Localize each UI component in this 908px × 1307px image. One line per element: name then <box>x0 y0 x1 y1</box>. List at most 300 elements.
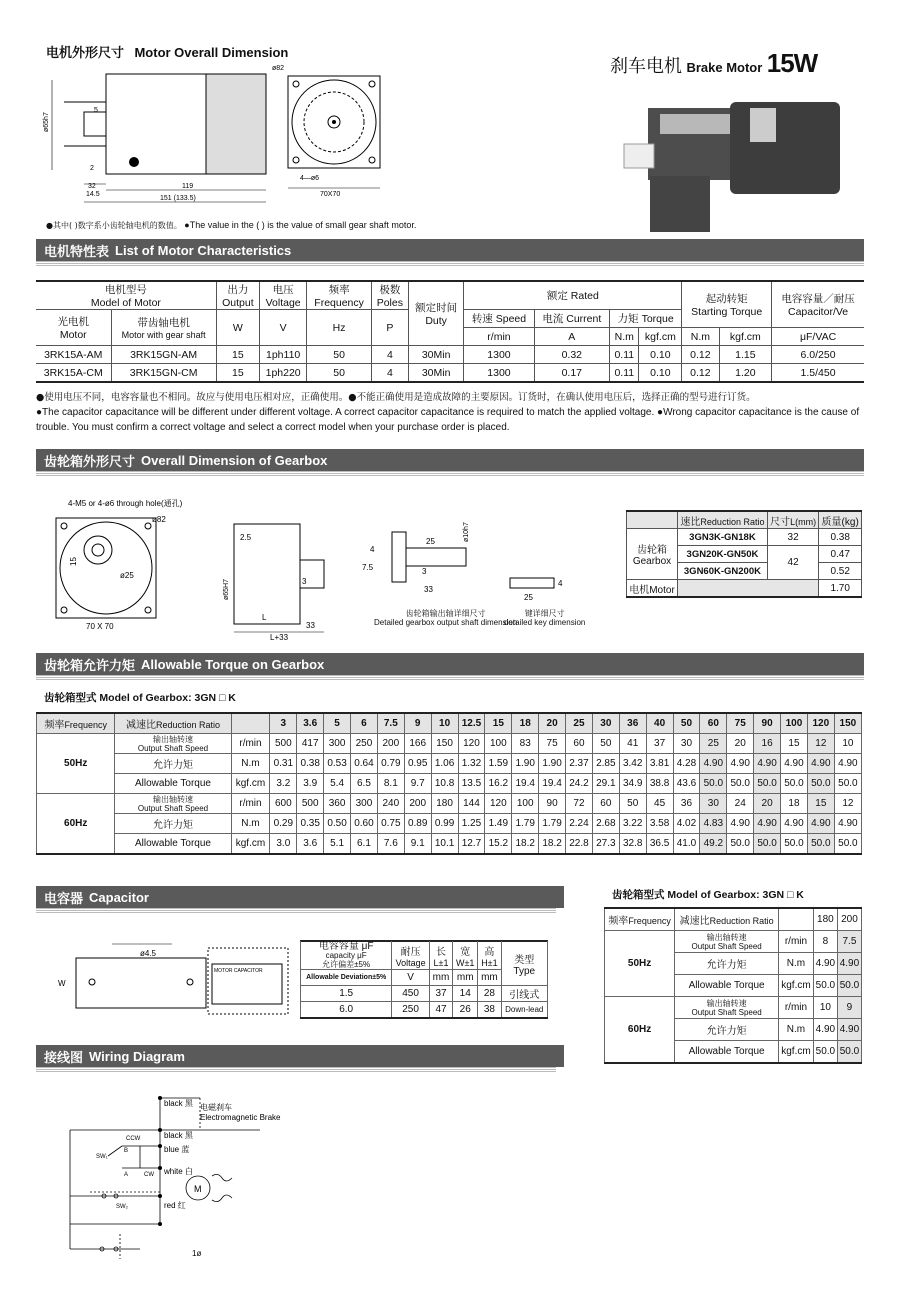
table-cell: 50.0 <box>727 834 754 855</box>
table-cell: 12 <box>834 794 861 814</box>
table-cell: 24.2 <box>566 774 593 794</box>
ratio-header: 10 <box>431 713 458 734</box>
table-row <box>36 346 864 364</box>
dim-label: ø65H7 <box>223 578 230 600</box>
table-cell: 0.29 <box>270 814 297 834</box>
row-label: Allowable Torque <box>675 1041 779 1064</box>
table-cell: 0.52 <box>819 563 862 580</box>
unit: N.m <box>779 1019 814 1041</box>
table-cell: 4.90 <box>754 814 781 834</box>
table-cell: 50.0 <box>781 834 808 855</box>
unit: r/min <box>464 328 534 346</box>
table-cell: 4.02 <box>673 814 700 834</box>
table-cell: 1.49 <box>485 814 512 834</box>
table-cell: 12.7 <box>458 834 485 855</box>
table-cell: 240 <box>377 794 404 814</box>
table-cell: 50.0 <box>837 975 861 997</box>
table-row <box>301 1002 548 1019</box>
table-cell: 0.79 <box>377 754 404 774</box>
wire-label: CW <box>144 1172 154 1178</box>
divider <box>36 471 864 477</box>
table-cell: 75 <box>539 734 566 754</box>
section-characteristics: 电机特性表 List of Motor Characteristics <box>36 239 864 261</box>
table-cell: 8.1 <box>377 774 404 794</box>
table-cell: 4.90 <box>834 814 861 834</box>
dim-label: 119 <box>182 183 194 190</box>
unit: V <box>259 310 306 346</box>
dim-label: 33 <box>306 621 315 630</box>
table-cell: 50.0 <box>807 834 834 855</box>
wire-label: SW₁ <box>96 1154 108 1160</box>
table-cell: 50.0 <box>813 975 837 997</box>
table-row <box>37 734 862 754</box>
table-cell: 50 <box>592 734 619 754</box>
table-cell: 0.12 <box>682 346 719 364</box>
table-cell: 0.12 <box>682 364 719 383</box>
unit: kgf.cm <box>231 834 270 855</box>
ratio-header: 120 <box>807 713 834 734</box>
unit: mm <box>453 970 478 986</box>
table-row <box>37 814 862 834</box>
table-cell: 8 <box>813 931 837 953</box>
th-ratio: 减速比Reduction Ratio <box>115 713 231 734</box>
table-cell: 50.0 <box>781 774 808 794</box>
th-current: 电流 Current <box>534 310 610 328</box>
th-starting-torque: 起动转矩 Starting Torque <box>682 281 772 328</box>
table-cell: 3GN60K-GN200K <box>678 563 768 580</box>
table-cell: 50.0 <box>834 834 861 855</box>
th-tolerance: Allowable Deviation±5% <box>301 970 392 986</box>
table-row <box>36 364 864 383</box>
ratio-header: 20 <box>539 713 566 734</box>
table-cell: 19.4 <box>539 774 566 794</box>
th-width: 宽 W±1 <box>453 941 478 970</box>
dim-label: 14.5 <box>86 191 100 198</box>
wire-label: M <box>194 1184 202 1194</box>
table-cell: 0.47 <box>819 546 862 563</box>
wire-label: 1ø <box>192 1249 202 1258</box>
unit: r/min <box>231 794 270 814</box>
table-cell: 50 <box>307 364 372 383</box>
dim-label: 3 <box>302 577 307 586</box>
dim-label: 151 (133.5) <box>160 195 196 202</box>
table-cell: 6.0 <box>301 1002 392 1019</box>
dim-label: ø82 <box>272 65 285 72</box>
ratio-header: 40 <box>646 713 673 734</box>
table-row <box>37 794 862 814</box>
table-cell: 100 <box>485 734 512 754</box>
table-cell: 38.8 <box>646 774 673 794</box>
dim-label: 4 <box>370 545 375 554</box>
dim-label: 7.5 <box>362 563 374 572</box>
table-cell: 50.0 <box>837 1041 861 1064</box>
table-cell: 37 <box>429 986 452 1002</box>
table-cell: 200 <box>404 794 431 814</box>
divider <box>36 675 864 681</box>
table-cell: 0.32 <box>534 346 610 364</box>
dim-label: L <box>262 613 267 622</box>
table-cell: 100 <box>512 794 539 814</box>
table-cell: 15 <box>807 794 834 814</box>
gearbox-side-drawing <box>214 510 334 642</box>
ratio-header: 180 <box>813 908 837 931</box>
dim-label: 70X70 <box>320 191 341 198</box>
ratio-header: 15 <box>485 713 512 734</box>
table-cell: 12 <box>807 734 834 754</box>
th-voltage: 电压 Voltage <box>259 281 306 310</box>
dim-label: 32 <box>88 183 96 190</box>
table-cell: 4.90 <box>727 814 754 834</box>
table-cell: 500 <box>297 794 324 814</box>
table-row <box>605 908 862 931</box>
table-cell: 0.11 <box>610 364 639 383</box>
wire-label: CCW <box>126 1136 141 1142</box>
dim-label: ø82 <box>152 515 166 524</box>
table-row <box>37 774 862 794</box>
table-cell: 1.25 <box>458 814 485 834</box>
table-row <box>301 986 548 1002</box>
ratio-header: 7.5 <box>377 713 404 734</box>
ratio-header: 9 <box>404 713 431 734</box>
ratio-header: 5 <box>324 713 351 734</box>
ratio-header: 25 <box>566 713 593 734</box>
ratio-header: 75 <box>727 713 754 734</box>
table-cell: 2.37 <box>566 754 593 774</box>
table-cell: 27.3 <box>592 834 619 855</box>
table-cell: 1.32 <box>458 754 485 774</box>
dim-label: 4 <box>558 579 563 588</box>
th-unit <box>231 713 270 734</box>
dim-label: 70 X 70 <box>86 622 114 631</box>
table-row <box>37 754 862 774</box>
table-cell: 4.90 <box>727 754 754 774</box>
table-cell: 4.90 <box>807 754 834 774</box>
table-cell: 50.0 <box>834 774 861 794</box>
table-cell: 5.4 <box>324 774 351 794</box>
th-length: 尺寸L(mm) <box>767 511 818 529</box>
table-cell: 47 <box>429 1002 452 1019</box>
motor-label: 电机Motor <box>627 580 678 598</box>
table-cell: 24 <box>727 794 754 814</box>
th-type: 类型 Type <box>501 941 547 986</box>
frequency-label: 50Hz <box>37 734 115 794</box>
dim-label: 2.5 <box>240 533 252 542</box>
table-cell: 50 <box>307 346 372 364</box>
table-cell: 32 <box>767 529 818 546</box>
table-cell: 4.90 <box>781 754 808 774</box>
table-cell: 15 <box>216 346 259 364</box>
wire-label: 电磁刹车 <box>200 1103 232 1112</box>
th-rated: 额定 Rated <box>464 281 682 310</box>
wire-label: white 白 <box>164 1167 193 1176</box>
dim-label: 5 <box>94 107 98 114</box>
table-cell: 1.15 <box>719 346 772 364</box>
table-cell: 4 <box>371 346 408 364</box>
section-gearbox-dim: 齿轮箱外形尺寸 Overall Dimension of Gearbox <box>36 449 864 471</box>
row-label: 输出轴转速 Output Shaft Speed <box>115 734 231 754</box>
wire-label: blue 蓝 <box>164 1145 190 1154</box>
section-capacitor: 电容器 Capacitor <box>36 886 564 908</box>
table-cell: 19.4 <box>512 774 539 794</box>
table-cell: 4.90 <box>754 754 781 774</box>
table-cell: 50.0 <box>700 774 727 794</box>
table-cell: 16.2 <box>485 774 512 794</box>
title-en: Brake Motor <box>686 60 763 75</box>
ratio-header: 60 <box>700 713 727 734</box>
ratio-header: 3.6 <box>297 713 324 734</box>
table-cell: 3.42 <box>619 754 646 774</box>
table-cell: 30 <box>700 794 727 814</box>
th-weight: 质量(kg) <box>819 511 862 529</box>
th-unit <box>779 908 814 931</box>
divider <box>36 261 864 267</box>
dim-label: L+33 <box>270 633 289 642</box>
table-cell: 3.58 <box>646 814 673 834</box>
table-cell: 250 <box>392 1002 430 1019</box>
ratio-header: 200 <box>837 908 861 931</box>
unit: kgf.cm <box>779 975 814 997</box>
table-cell: 0.31 <box>270 754 297 774</box>
ratio-header: 12.5 <box>458 713 485 734</box>
table-cell: 6.0/250 <box>772 346 864 364</box>
table-cell: 2.85 <box>592 754 619 774</box>
unit: kgf.cm <box>639 328 682 346</box>
wiring-diagram <box>60 1084 300 1259</box>
table-cell: Down-lead <box>501 1002 547 1019</box>
unit: N.m <box>231 814 270 834</box>
table-cell: 3GN20K-GN50K <box>678 546 768 563</box>
table-cell: 9.1 <box>404 834 431 855</box>
table-cell: 30 <box>673 734 700 754</box>
unit: r/min <box>231 734 270 754</box>
table-cell: 26 <box>453 1002 478 1019</box>
dim-label: ø65h7 <box>43 112 50 132</box>
table-cell: 7.5 <box>837 931 861 953</box>
motor-dim-note: ●其中( )数字系小齿轮轴电机的数值。 ●The value in the ( ) is the value of small gear shaft motor. <box>46 220 417 230</box>
table-cell: 0.75 <box>377 814 404 834</box>
dim-label: 25 <box>524 593 533 602</box>
th-frequency: 频率 Frequency <box>307 281 372 310</box>
dim-label: 33 <box>424 585 433 594</box>
table-cell: 0.17 <box>534 364 610 383</box>
table-cell: 9.7 <box>404 774 431 794</box>
table-cell: 49.2 <box>700 834 727 855</box>
section-torque: 齿轮箱允许力矩 Allowable Torque on Gearbox <box>36 653 864 675</box>
table-cell: 29.1 <box>592 774 619 794</box>
table-cell: 0.89 <box>404 814 431 834</box>
table-cell: 5.1 <box>324 834 351 855</box>
table-cell: 60 <box>592 794 619 814</box>
unit: r/min <box>779 931 814 953</box>
title-power: 15W <box>766 48 818 78</box>
table-cell: 72 <box>566 794 593 814</box>
motor-characteristics-table <box>36 280 864 383</box>
table-cell: 3.9 <box>297 774 324 794</box>
table-cell: 7.6 <box>377 834 404 855</box>
torque-table-high-ratio <box>604 907 862 1064</box>
dim-label: 25 <box>426 537 435 546</box>
table-cell: 41 <box>619 734 646 754</box>
table-cell: 1.06 <box>431 754 458 774</box>
unit: mm <box>429 970 452 986</box>
unit: Hz <box>307 310 372 346</box>
motor-side-drawing <box>44 62 294 212</box>
key-detail-drawing <box>500 560 580 610</box>
table-cell: 1ph220 <box>259 364 306 383</box>
row-label: 允许力矩 <box>115 814 231 834</box>
table-cell: 83 <box>512 734 539 754</box>
th-voltage: 耐压 Voltage <box>392 941 430 970</box>
table-cell: 13.5 <box>458 774 485 794</box>
gearbox-dim-table <box>626 510 862 598</box>
row-label: 允许力矩 <box>675 1019 779 1041</box>
motor-front-drawing <box>272 62 390 202</box>
table-cell: 1300 <box>464 364 534 383</box>
th-frequency: 频率Frequency <box>605 908 675 931</box>
th-gear-motor: 带齿轴电机 Motor with gear shaft <box>111 310 216 346</box>
table-cell: 18 <box>781 794 808 814</box>
table-cell: 38 <box>478 1002 501 1019</box>
wire-label: A <box>124 1172 129 1178</box>
th-output: 出力 Output <box>216 281 259 310</box>
ratio-header: 36 <box>619 713 646 734</box>
dim-label: ø4.5 <box>140 949 157 958</box>
table-cell: 16 <box>754 734 781 754</box>
table-cell: 6.1 <box>351 834 378 855</box>
table-cell: 6.5 <box>351 774 378 794</box>
dim-label: ø25 <box>120 571 134 580</box>
table-cell: 250 <box>351 734 378 754</box>
table-cell: 50.0 <box>754 834 781 855</box>
row-label: Allowable Torque <box>675 975 779 997</box>
dim-label: 15 <box>69 557 78 566</box>
th-frequency: 频率Frequency <box>37 713 115 734</box>
row-label: 允许力矩 <box>675 953 779 975</box>
table-cell: 1.79 <box>512 814 539 834</box>
th-model: 电机型号 Model of Motor <box>36 281 216 310</box>
table-cell: 500 <box>270 734 297 754</box>
wire-label: B <box>124 1148 129 1154</box>
table-cell: 15 <box>781 734 808 754</box>
table-cell: 36.5 <box>646 834 673 855</box>
table-cell: 3.22 <box>619 814 646 834</box>
table-cell: 4.28 <box>673 754 700 774</box>
table-cell: 9 <box>837 997 861 1019</box>
table-cell: 41.0 <box>673 834 700 855</box>
table-row <box>605 997 862 1019</box>
table-cell: 30Min <box>408 346 464 364</box>
unit: W <box>216 310 259 346</box>
ratio-header: 50 <box>673 713 700 734</box>
table-cell: 180 <box>431 794 458 814</box>
table-cell: 4.90 <box>834 754 861 774</box>
table-cell: 0.53 <box>324 754 351 774</box>
th-capacitor: 电容容量／耐压 Capacitor/Ve <box>772 281 864 328</box>
table-cell: 0.95 <box>404 754 431 774</box>
wire-label: Electromagnetic Brake <box>200 1113 281 1122</box>
table-cell: 2.68 <box>592 814 619 834</box>
table-cell: 引线式 <box>501 986 547 1002</box>
table-cell: 300 <box>324 734 351 754</box>
th-length: 长 L±1 <box>429 941 452 970</box>
table-cell: 360 <box>324 794 351 814</box>
unit: P <box>371 310 408 346</box>
unit: N.m <box>231 754 270 774</box>
row-label: Allowable Torque <box>115 834 231 855</box>
th-torque: 力矩 Torque <box>610 310 682 328</box>
table-cell: 4.90 <box>837 953 861 975</box>
unit: A <box>534 328 610 346</box>
frequency-label: 50Hz <box>605 931 675 997</box>
unit: kgf.cm <box>719 328 772 346</box>
table-cell: 90 <box>539 794 566 814</box>
ratio-header: 90 <box>754 713 781 734</box>
table-cell: 600 <box>270 794 297 814</box>
wire-label: SW₂ <box>116 1204 128 1210</box>
capacitor-table <box>300 940 548 1019</box>
table-cell: 20 <box>754 794 781 814</box>
section-wiring: 接线图 Wiring Diagram <box>36 1045 564 1067</box>
table-cell: 3.6 <box>297 834 324 855</box>
capacitor-drawing <box>52 940 292 1020</box>
row-label: 允许力矩 <box>115 754 231 774</box>
divider <box>36 908 556 914</box>
gearbox-label: 齿轮箱 Gearbox <box>627 529 678 580</box>
table-cell: 37 <box>646 734 673 754</box>
table-cell: 50 <box>619 794 646 814</box>
shaft-caption: 齿轮箱输出轴详细尺寸 Detailed gearbox output shaft dimension <box>374 609 518 627</box>
table-cell: 0.11 <box>610 346 639 364</box>
table-cell: 0.10 <box>639 364 682 383</box>
unit: mm <box>478 970 501 986</box>
table-cell: 1300 <box>464 346 534 364</box>
table-cell: 3RK15GN-CM <box>111 364 216 383</box>
wire-label: black 黑 <box>164 1131 193 1140</box>
table-cell: 43.6 <box>673 774 700 794</box>
table-cell: 34.9 <box>619 774 646 794</box>
table-cell: 120 <box>458 734 485 754</box>
table-cell: 3GN3K-GN18K <box>678 529 768 546</box>
page-title <box>610 48 817 79</box>
ratio-header: 6 <box>351 713 378 734</box>
table-cell: 22.8 <box>566 834 593 855</box>
table-cell: 0.50 <box>324 814 351 834</box>
wire-label: black 黑 <box>164 1099 193 1108</box>
dim-label: MOTOR CAPACITOR <box>214 968 263 974</box>
ratio-header: 150 <box>834 713 861 734</box>
dim-label: 3 <box>422 567 427 576</box>
table-cell: 15 <box>216 364 259 383</box>
divider <box>36 1067 556 1073</box>
th-poles: 极数 Poles <box>371 281 408 310</box>
dim-label: W <box>58 979 66 988</box>
table-cell: 10 <box>834 734 861 754</box>
table-cell: 30Min <box>408 364 464 383</box>
motor-dim-heading: 电机外形尺寸 Motor Overall Dimension <box>46 45 289 61</box>
brake-motor-photo <box>620 88 860 238</box>
table-cell: 3.81 <box>646 754 673 774</box>
table-cell: 15.2 <box>485 834 512 855</box>
table-cell: 1.5 <box>301 986 392 1002</box>
table-cell: 0.38 <box>297 754 324 774</box>
torque-model-label: 齿轮箱型式 Model of Gearbox: 3GN □ K <box>44 692 236 704</box>
ratio-header: 100 <box>781 713 808 734</box>
table-cell: 18.2 <box>539 834 566 855</box>
th-duty: 额定时间 Duty <box>408 281 464 346</box>
table-cell: 1.59 <box>485 754 512 774</box>
row-label: Allowable Torque <box>115 774 231 794</box>
table-cell: 4.90 <box>813 1019 837 1041</box>
